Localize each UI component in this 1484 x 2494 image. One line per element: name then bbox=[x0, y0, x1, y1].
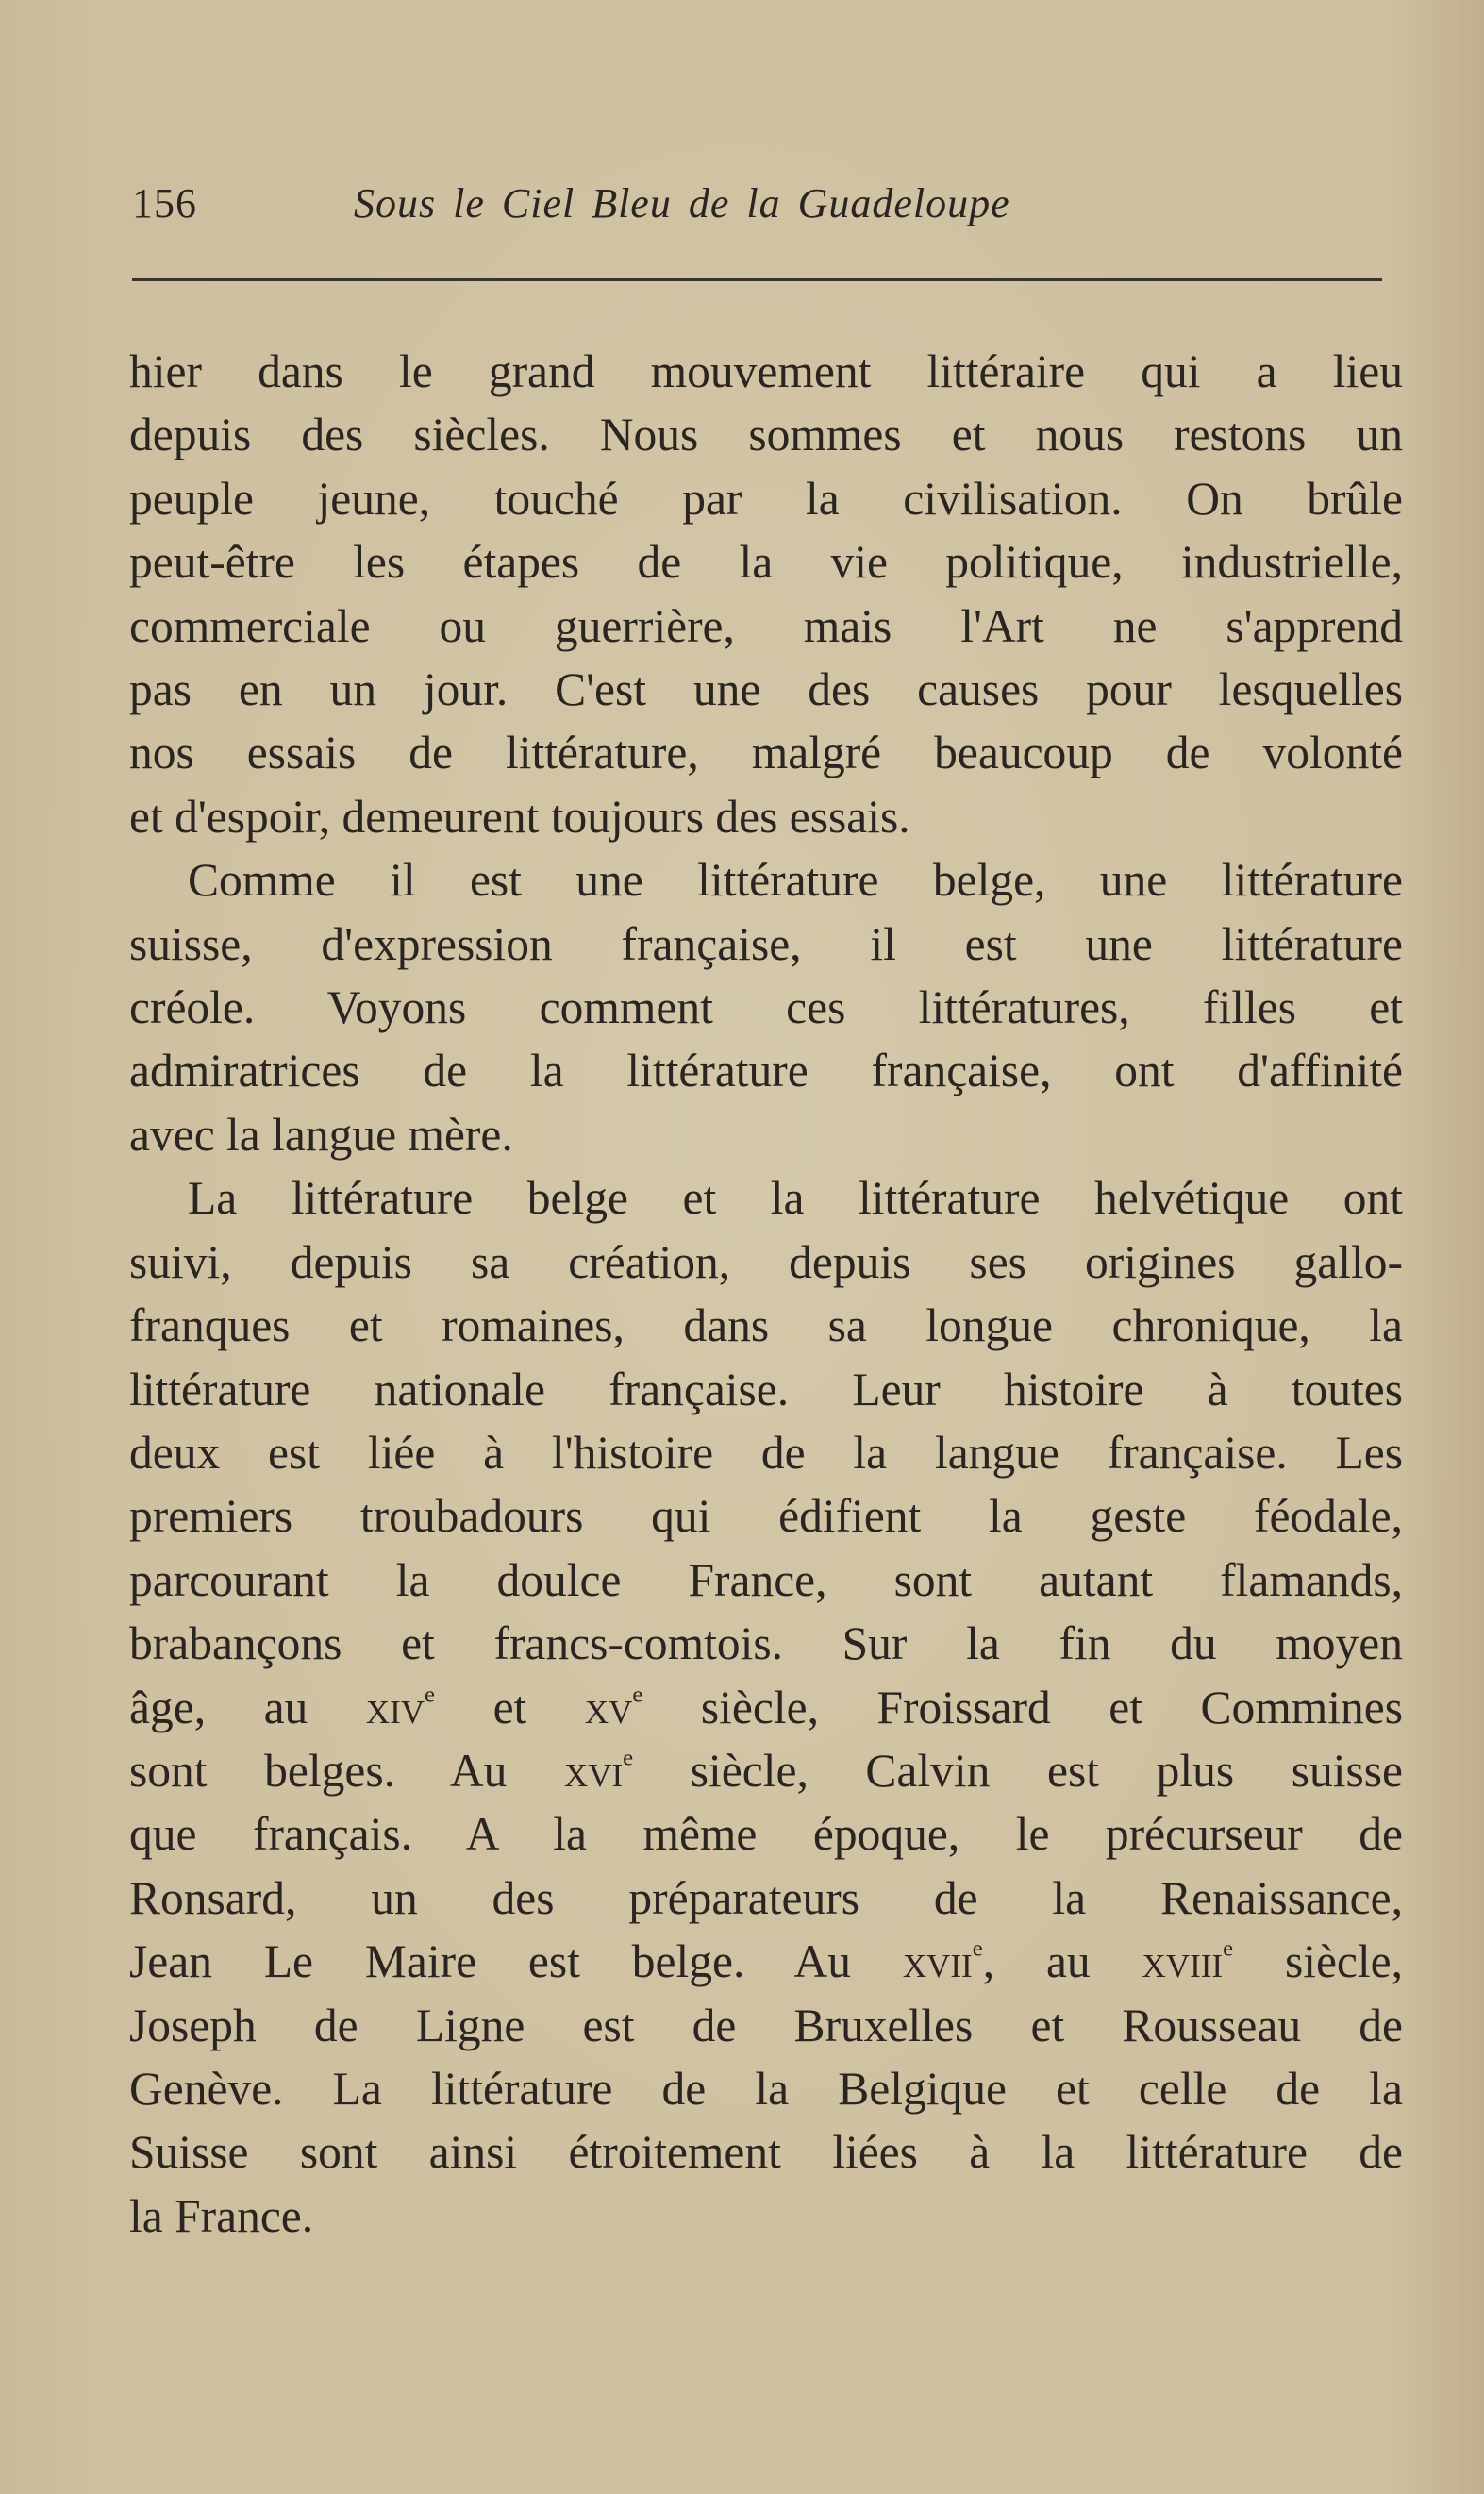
text-line: suivi, depuis sa création, depuis ses origines gallo- bbox=[129, 1235, 1403, 1288]
text-line: commerciale ou guerrière, mais l'Art ne s'apprend bbox=[129, 599, 1403, 652]
text-line: peuple jeune, touché par la civilisation. On brûle bbox=[129, 472, 1403, 525]
text-line: suisse, d'expression française, il est une littérature bbox=[129, 917, 1403, 970]
text-line: et d'espoir, demeurent toujours des essais. bbox=[129, 790, 910, 843]
text-line: depuis des siècles. Nous sommes et nous restons un bbox=[129, 409, 1403, 461]
text-line: Genève. La littérature de la Belgique et celle de la bbox=[129, 2062, 1403, 2115]
text-line: Jean Le Maire est belge. Au xvii$^e$, au xviii$^e$ siècle, bbox=[129, 1935, 1403, 1988]
text-line: créole. Voyons comment ces littératures, filles et bbox=[129, 981, 1403, 1034]
text-line: Comme il est une littérature belge, une littérature bbox=[188, 854, 1403, 907]
text-line: deux est liée à l'histoire de la langue française. Les bbox=[129, 1426, 1403, 1479]
text-line: peut-être les étapes de la vie politique, industrielle, bbox=[129, 536, 1403, 589]
text-line: pas en un jour. C'est une des causes pour lesquelles bbox=[129, 663, 1403, 716]
running-head bbox=[132, 179, 1382, 236]
text-line: brabançons et francs-comtois. Sur la fin du moyen bbox=[129, 1617, 1403, 1670]
text-line: âge, au xiv$^e$ et $xv^e$ siècle, Froissard et Commines bbox=[129, 1681, 1403, 1733]
text-line: sont belges. Au xvi$^e$ siècle, Calvin est plus suisse bbox=[129, 1744, 1403, 1797]
text-line: premiers troubadours qui édifient la geste féodale, bbox=[129, 1490, 1403, 1543]
text-line: admiratrices de la littérature française, ont d'affinité bbox=[129, 1045, 1403, 1097]
text-line: La littérature belge et la littérature helvétique ont bbox=[188, 1172, 1403, 1225]
text-line: franques et romaines, dans sa longue chronique, la bbox=[129, 1299, 1403, 1352]
text-line: nos essais de littérature, malgré beaucoup de volonté bbox=[129, 727, 1403, 779]
header-rule bbox=[132, 278, 1382, 281]
text-line: Ronsard, un des préparateurs de la Renaissance, bbox=[129, 1871, 1403, 1924]
text-line: que français. A la même époque, le précurseur de bbox=[129, 1808, 1403, 1861]
text-line: hier dans le grand mouvement littéraire qui a lieu bbox=[129, 345, 1403, 397]
text-line: parcourant la doulce France, sont autant flamands, bbox=[129, 1553, 1403, 1606]
text-line: Joseph de Ligne est de Bruxelles et Rousseau de bbox=[129, 1999, 1403, 2051]
page-number: 156 bbox=[132, 180, 197, 226]
text-line: littérature nationale française. Leur histoire à toutes bbox=[129, 1363, 1403, 1415]
text-line: Suisse sont ainsi étroitement liées à la littérature de bbox=[129, 2126, 1403, 2179]
text-line: avec la langue mère. bbox=[129, 1108, 513, 1161]
running-title: Sous le Ciel Bleu de la Guadeloupe bbox=[354, 180, 1010, 226]
body-text bbox=[129, 340, 1403, 2248]
text-line: la France. bbox=[129, 2189, 314, 2242]
